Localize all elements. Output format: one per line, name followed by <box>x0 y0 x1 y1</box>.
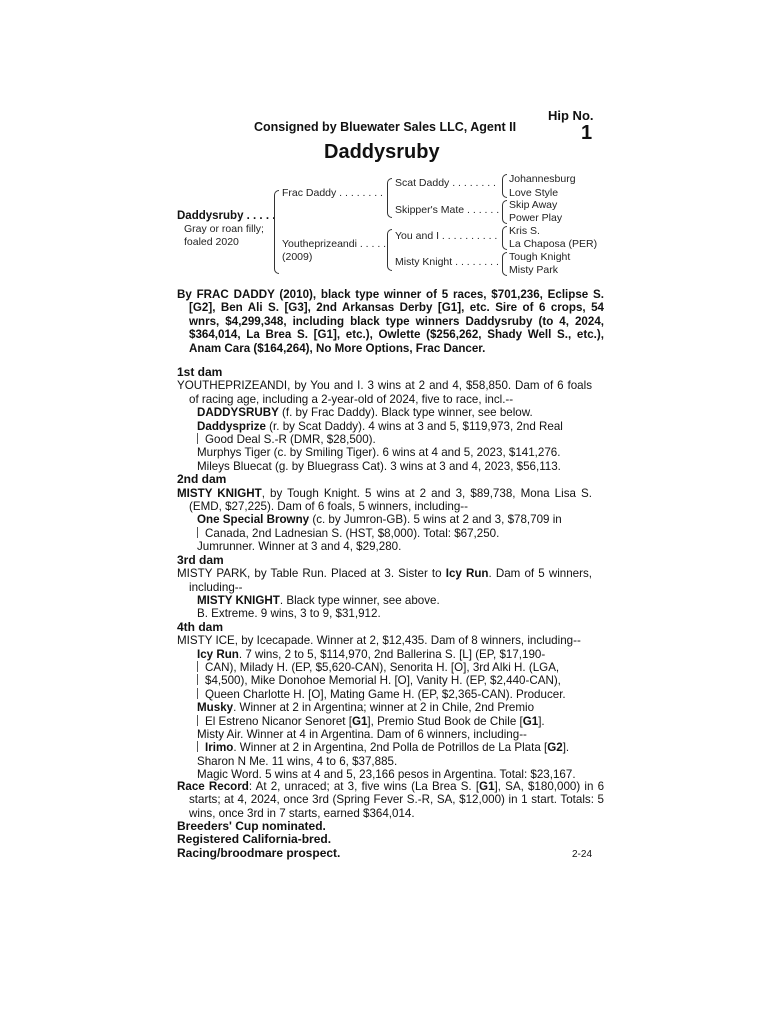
pedigree-gg5: Kris S. <box>509 225 540 237</box>
produce-icy-run-l2: CAN), Milady H. (EP, $5,620-CAN), Senorita H. [O], 3rd Alki H. (LGA, <box>177 661 592 674</box>
produce-misty-knight: MISTY KNIGHT. Black type winner, see above. <box>197 593 440 607</box>
produce-murphys-tiger: Murphys Tiger (c. by Smiling Tiger). 6 wins at 4 and 5, 2023, $141,276. <box>197 446 561 460</box>
pedigree-gg6: La Chaposa (PER) <box>509 238 598 250</box>
sire-paragraph: By FRAC DADDY (2010), black type winner of 5 races, $701,236, Eclipse S. [G2], Ben Ali S. [G3], 2nd Arkansas Derby [G1], etc. Sire of 6 crops, 54 wnrs, $4,299,348, including black type winners Daddysruby (to 4, 2024, $364,014, La Brea S. [G1], etc.), Owlette ($256,262, Shady Well S., etc.), Anam Cara ($164,264), No More Options, Frac Dancer. <box>177 288 604 355</box>
produce-icy-run-l3: $4,500), Mike Donohoe Memorial H. [O], Vanity H. (EP, $2,440-CAN), <box>177 674 592 687</box>
footer-notes <box>177 820 592 860</box>
consignor-line: Consigned by Bluewater Sales LLC, Agent II <box>254 120 517 134</box>
pedigree-sire-dam: Skipper's Mate . . . . . . <box>395 204 500 216</box>
hip-number: 1 <box>581 122 593 144</box>
pedigree-brace-g4 <box>502 252 507 276</box>
pedigree-gg3: Skip Away <box>509 199 558 211</box>
pedigree-sire: Frac Daddy . . . . . . . . <box>282 187 383 199</box>
pedigree-sire-sire: Scat Daddy . . . . . . . . <box>395 177 496 189</box>
pedigree-subject-desc: Gray or roan filly; <box>184 223 264 235</box>
pedigree-gg4: Power Play <box>509 212 563 224</box>
third-dam-text: MISTY PARK, by Table Run. Placed at 3. Sister to Icy Run. Dam of 5 winners, including-- <box>177 567 592 594</box>
produce-icy-run: Icy Run. 7 wins, 2 to 5, $114,970, 2nd Ballerina S. [L] (EP, $17,190- <box>197 647 546 661</box>
footer-code: 2-24 <box>572 849 593 860</box>
pedigree-brace-g3 <box>502 226 507 250</box>
first-dam-heading: 1st dam <box>177 365 223 379</box>
produce-jumrunner: Jumrunner. Winner at 3 and 4, $29,280. <box>197 540 402 554</box>
fourth-dam-text: MISTY ICE, by Icecapade. Winner at 2, $12,435. Dam of 8 winners, including-- <box>177 634 581 648</box>
breeders-cup-note: Breeders' Cup nominated. <box>177 819 326 833</box>
pedigree-brace-g2 <box>502 200 507 224</box>
produce-musky-l2: El Estreno Nicanor Senoret [G1], Premio Stud Book de Chile [G1]. <box>177 715 592 728</box>
produce-irimo: Irimo. Winner at 2 in Argentina, 2nd Polla de Potrillos de La Plata [G2]. <box>177 741 592 754</box>
produce-magic-word: Magic Word. 5 wins at 4 and 5, 23,166 pesos in Argentina. Total: $23,167. <box>197 768 576 782</box>
produce-daddysruby: DADDYSRUBY (f. by Frac Daddy). Black type winner, see below. <box>197 406 533 420</box>
prospect-note: Racing/broodmare prospect. <box>177 845 341 860</box>
race-record: Race Record: At 2, unraced; at 3, five wins (La Brea S. [G1], SA, $180,000) in 6 starts; at 4, 2024, once 3rd (Spring Fever S.-R, SA, $12,000) in 1 start. Totals: 5 wins, once 3rd in 7 starts, earned $364,014. <box>177 780 605 820</box>
second-dam-heading: 2nd dam <box>177 472 227 487</box>
first-dam-text: YOUTHEPRIZEANDI, by You and I. 3 wins at 2 and 4, $58,850. Dam of 6 foals of racing age, including a 2-year-old of 2024, five to race, incl.-- <box>177 379 592 406</box>
produce-b-extreme: B. Extreme. 9 wins, 3 to 9, $31,912. <box>197 607 381 621</box>
produce-one-special-browny: One Special Browny (c. by Jumron-GB). 5 wins at 2 and 3, $78,709 in <box>197 513 562 527</box>
pedigree-gg7: Tough Knight <box>509 251 571 263</box>
pedigree-dam-sire: You and I . . . . . . . . . . <box>395 230 498 242</box>
produce-one-special-browny-cont: Canada, 2nd Ladnesian S. (HST, $8,000). Total: $67,250. <box>177 527 592 540</box>
pedigree-gg2: Love Style <box>509 187 559 199</box>
produce-sharon-n-me: Sharon N Me. 11 wins, 4 to 6, $37,885. <box>197 754 398 768</box>
pedigree-brace-dam <box>387 229 392 271</box>
fourth-dam-heading: 4th dam <box>177 619 224 634</box>
pedigree-gg8: Misty Park <box>509 264 559 276</box>
hip-label: Hip No. <box>548 108 594 123</box>
produce-musky: Musky. Winner at 2 in Argentina; winner at 2 in Chile, 2nd Premio <box>197 701 535 715</box>
pedigree-subject-foaled: foaled 2020 <box>184 236 239 248</box>
third-dam-heading: 3rd dam <box>177 552 224 567</box>
pedigree-dam-year: (2009) <box>282 251 313 263</box>
produce-icy-run-l4: Queen Charlotte H. [O], Mating Game H. (EP, $2,365-CAN). Producer. <box>177 688 592 701</box>
horse-name-title: Daddysruby <box>324 141 440 163</box>
pedigree-brace-g1 <box>502 174 507 198</box>
pedigree-dam: Youtheprizeandi . . . . . <box>282 238 387 250</box>
pedigree-brace-main <box>274 190 279 274</box>
second-dam-text: MISTY KNIGHT, by Tough Knight. 5 wins at 2 and 3, $89,738, Mona Lisa S. (EMD, $27,225). Dam of 6 foals, 5 winners, including-- <box>177 486 592 514</box>
pedigree-subject: Daddysruby . . . . . <box>177 210 276 222</box>
produce-misty-air: Misty Air. Winner at 4 in Argentina. Dam of 6 winners, including-- <box>197 727 527 741</box>
pedigree-gg1: Johannesburg <box>509 173 576 185</box>
produce-mileys-bluecat: Mileys Bluecat (g. by Bluegrass Cat). 3 wins at 3 and 4, 2023, $56,113. <box>197 459 561 473</box>
produce-daddysprize-cont: Good Deal S.-R (DMR, $28,500). <box>177 433 592 446</box>
produce-daddysprize: Daddysprize (r. by Scat Daddy). 4 wins at 3 and 5, $119,973, 2nd Real <box>197 419 563 433</box>
pedigree-dam-dam: Misty Knight . . . . . . . . <box>395 256 499 268</box>
dam-sections <box>177 366 592 782</box>
pedigree-brace-sire <box>387 178 392 218</box>
registered-note: Registered California-bred. <box>177 832 332 847</box>
